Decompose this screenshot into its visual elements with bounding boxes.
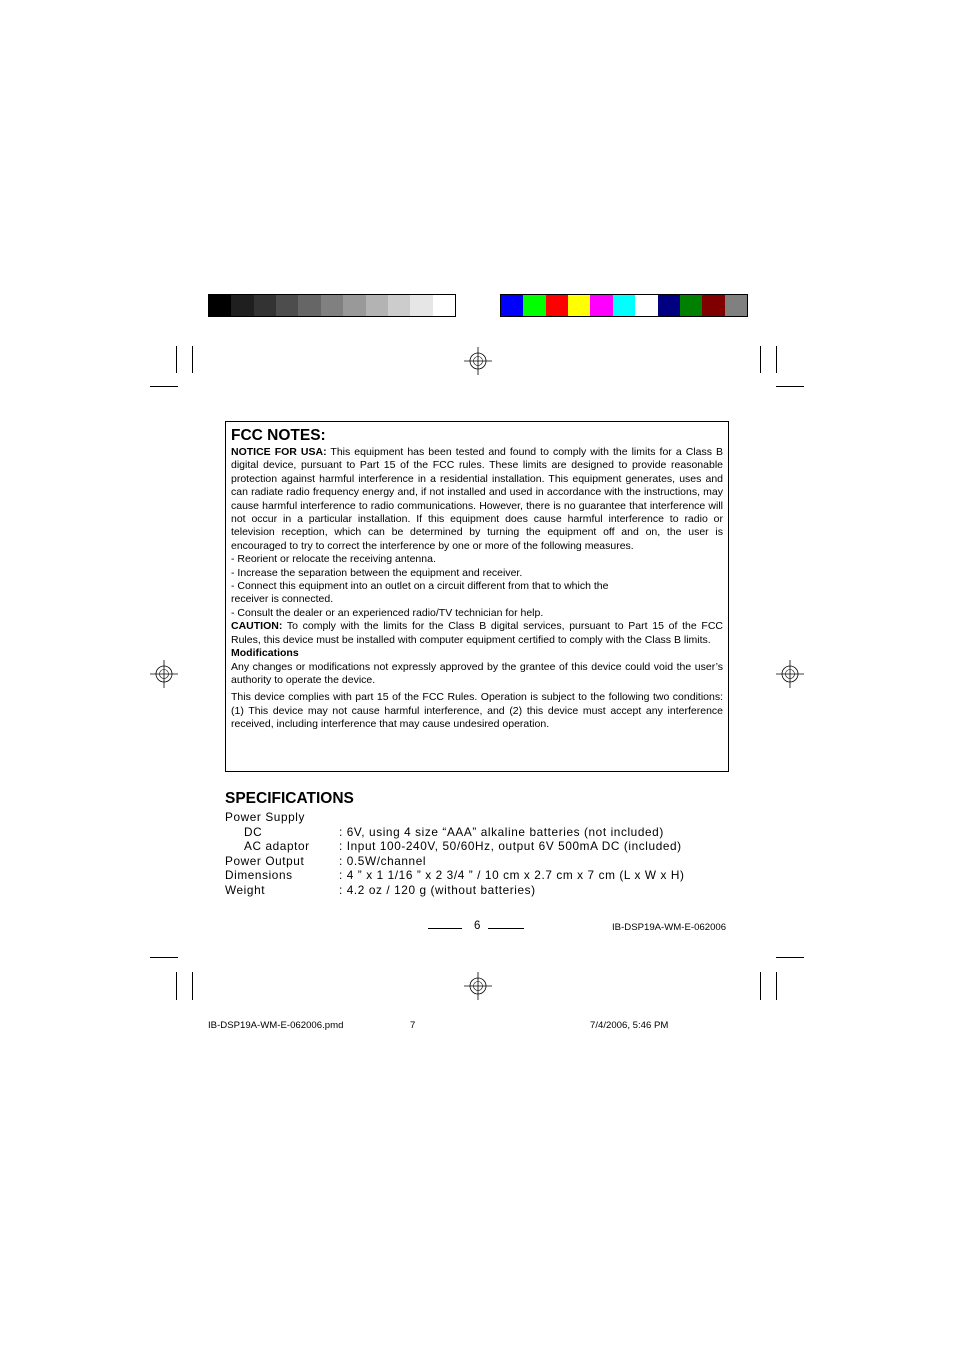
- caution-label: CAUTION:: [231, 620, 283, 633]
- color-swatch: [501, 295, 523, 316]
- specifications-title: SPECIFICATIONS: [225, 790, 354, 807]
- gray-swatch: [410, 295, 432, 316]
- gray-swatch: [276, 295, 298, 316]
- spec-value: : 0.5W/channel: [339, 853, 427, 868]
- crop-mark: [176, 346, 177, 373]
- gray-swatch: [231, 295, 253, 316]
- crop-mark: [176, 972, 177, 1000]
- imprint-timestamp: 7/4/2006, 5:46 PM: [590, 1020, 669, 1031]
- caution-paragraph: [231, 620, 723, 647]
- gray-swatch: [254, 295, 276, 316]
- notice-text: This equipment has been tested and found to comply with the limits for a Class B digital device, pursuant to Part 15 of the FCC rules. These limits are designed to provide reasonable protection against harmful interference in a residential installation. This equipment generates, uses and can radiate radio frequency energy and, if not installed and used in accordance with the instructions, may cause harmful interference to radio communications. However, there is no guarantee that interference will not occur in a particular installation. If this equipment does cause harmful interference to radio or television reception, which can be determined by turning the equipment off and on, the user is encouraged to try to correct the interference by one or more of the following measures.: [231, 446, 723, 552]
- spec-value: : 4.2 oz / 120 g (without batteries): [339, 882, 536, 897]
- registration-mark-icon: [464, 972, 492, 1000]
- gray-swatch: [343, 295, 365, 316]
- crop-mark: [760, 346, 761, 373]
- caution-text: To comply with the limits for the Class B digital services, pursuant to Part 15 of the FCC Rules, this device must be installed with computer equipment certified to comply with the Class B limits.: [231, 620, 723, 646]
- notice-label: NOTICE FOR USA:: [231, 446, 327, 458]
- color-swatch: [635, 295, 657, 316]
- crop-mark: [776, 346, 777, 373]
- crop-mark: [192, 972, 193, 1000]
- color-swatch: [702, 295, 724, 316]
- spec-value: : Input 100-240V, 50/60Hz, output 6V 500mA DC (included): [339, 839, 682, 854]
- spec-label: Weight: [225, 882, 266, 897]
- imprint-sheet-number: 7: [410, 1020, 416, 1031]
- modifications-heading: Modifications: [231, 647, 299, 660]
- registration-mark-icon: [150, 660, 178, 688]
- page-number: 6: [474, 920, 481, 932]
- color-swatch: [546, 295, 568, 316]
- measure-item: - Connect this equipment into an outlet on a circuit different from that to which the: [231, 580, 609, 593]
- spec-label: Dimensions: [225, 868, 293, 883]
- color-swatch: [658, 295, 680, 316]
- registration-mark-icon: [464, 347, 492, 375]
- modifications-text: Any changes or modifications not expressly approved by the grantee of this device could void the user’s authority to operate the device.: [231, 660, 723, 686]
- crop-mark: [776, 972, 777, 1000]
- gray-swatch: [433, 295, 455, 316]
- measure-item: - Consult the dealer or an experienced radio/TV technician for help.: [231, 606, 544, 619]
- crop-mark: [150, 386, 178, 387]
- gray-swatch: [298, 295, 320, 316]
- registration-mark-icon: [776, 660, 804, 688]
- fcc-notes-title: FCC NOTES:: [231, 427, 326, 444]
- spec-label: Power Supply: [225, 810, 305, 824]
- measure-item: - Increase the separation between the equipment and receiver.: [231, 566, 523, 579]
- color-swatch: [680, 295, 702, 316]
- crop-mark: [776, 957, 804, 958]
- color-swatch: [568, 295, 590, 316]
- color-swatch: [725, 295, 747, 316]
- imprint-file-name: IB-DSP19A-WM-E-062006.pmd: [208, 1020, 344, 1031]
- page-number-rule: [488, 928, 524, 929]
- gray-swatch: [388, 295, 410, 316]
- compliance-text: This device complies with part 15 of the FCC Rules. Operation is subject to the following two conditions: (1) This device may not cause harmful interference, and (2) this device must accept any interference received, including interference that may cause undesired operation.: [231, 691, 723, 731]
- gray-swatch: [209, 295, 231, 316]
- crop-mark: [192, 346, 193, 373]
- grayscale-calibration-bar: [208, 294, 456, 317]
- gray-swatch: [321, 295, 343, 316]
- fcc-notice-paragraph: [231, 446, 723, 553]
- gray-swatch: [366, 295, 388, 316]
- spec-label: Power Output: [225, 853, 305, 868]
- crop-mark: [776, 386, 804, 387]
- document-code: IB-DSP19A-WM-E-062006: [612, 922, 727, 933]
- color-calibration-bar: [500, 294, 748, 317]
- spec-value: : 4 ” x 1 1/16 ” x 2 3/4 ” / 10 cm x 2.7 cm x 7 cm (L x W x H): [339, 868, 685, 883]
- crop-mark: [150, 957, 178, 958]
- crop-mark: [760, 972, 761, 1000]
- measure-item: receiver is connected.: [231, 593, 334, 606]
- color-swatch: [613, 295, 635, 316]
- color-swatch: [523, 295, 545, 316]
- spec-label: AC adaptor: [244, 839, 310, 854]
- spec-value: : 6V, using 4 size “AAA” alkaline batteries (not included): [339, 824, 664, 839]
- spec-label: DC: [244, 824, 263, 839]
- page-number-rule: [428, 928, 462, 929]
- measure-item: - Reorient or relocate the receiving antenna.: [231, 553, 436, 566]
- fcc-notes-box: [225, 421, 729, 772]
- color-swatch: [590, 295, 612, 316]
